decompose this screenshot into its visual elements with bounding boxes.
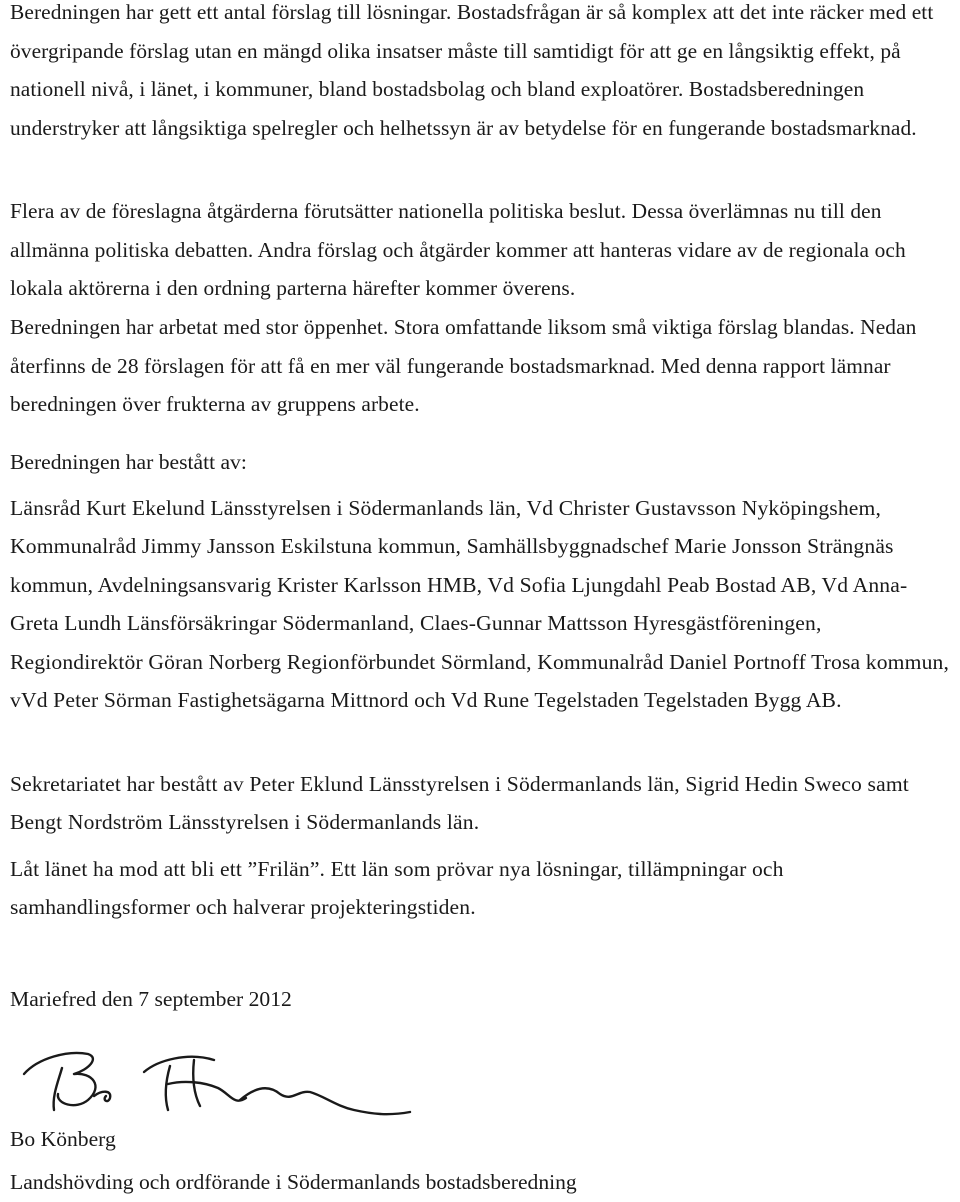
secretariat-paragraph: Sekretariatet har bestått av Peter Eklund Länsstyrelsen i Södermanlands län, Sigrid Hedin Sweco samt Bengt Nordström Länsstyrelsen i Södermanlands län.: [10, 772, 909, 835]
signer-title: Landshövding och ordförande i Södermanlands bostadsberedning: [10, 1170, 577, 1194]
handwritten-signature: [18, 1040, 418, 1122]
signer-name: Bo Könberg: [10, 1127, 116, 1151]
intro-paragraph: Beredningen har gett ett antal förslag till lösningar. Bostadsfrågan är så komplex att det inte räcker med ett övergripande förslag utan en mängd olika insatser måste till samtidigt för att ge en långsiktig effekt, på nationell nivå, i länet, i kommuner, bland bostadsbolag och bland exploatörer. Bostadsberedningen understryker att långsiktiga spelregler och helhetssyn är av betydelse för en fungerande bostadsmarknad.: [10, 0, 934, 140]
openness-paragraph: Beredningen har arbetat med stor öppenhet. Stora omfattande liksom små viktiga förslag blandas. Nedan återfinns de 28 förslagen för att få en mer väl fungerande bostadsmarknad. Med denna rapport lämnar beredningen över frukterna av gruppens arbete.: [10, 315, 917, 417]
place-date: Mariefred den 7 september 2012: [10, 987, 292, 1011]
members-paragraph: Länsråd Kurt Ekelund Länsstyrelsen i Södermanlands län, Vd Christer Gustavsson Nyköpingshem, Kommunalråd Jimmy Jansson Eskilstuna kommun, Samhällsbyggnadschef Marie Jonsson Strängnäs kommun, Avdelningsansvarig Krister Karlsson HMB, Vd Sofia Ljungdahl Peab Bostad AB, Vd Anna-Greta Lundh Länsförsäkringar Södermanland, Claes-Gunnar Mattsson Hyresgästföreningen, Regiondirektör Göran Norberg Regionförbundet Sörmland, Kommunalråd Daniel Portnoff Trosa kommun, vVd Peter Sörman Fastighetsägarna Mittnord och Vd Rune Tegelstaden Tegelstaden Bygg AB.: [10, 496, 950, 713]
closing-paragraph: Låt länet ha mod att bli ett ”Frilän”. Ett län som prövar nya lösningar, tillämpningar och samhandlingsformer och halverar projekteringstiden.: [10, 857, 784, 920]
members-heading: Beredningen har bestått av:: [10, 450, 247, 474]
political-decisions-paragraph: Flera av de föreslagna åtgärderna förutsätter nationella politiska beslut. Dessa överlämnas nu till den allmänna politiska debatten. Andra förslag och åtgärder kommer att hanteras vidare av de regionala och lokala aktörerna i den ordning parterna härefter kommer överens.: [10, 199, 906, 301]
